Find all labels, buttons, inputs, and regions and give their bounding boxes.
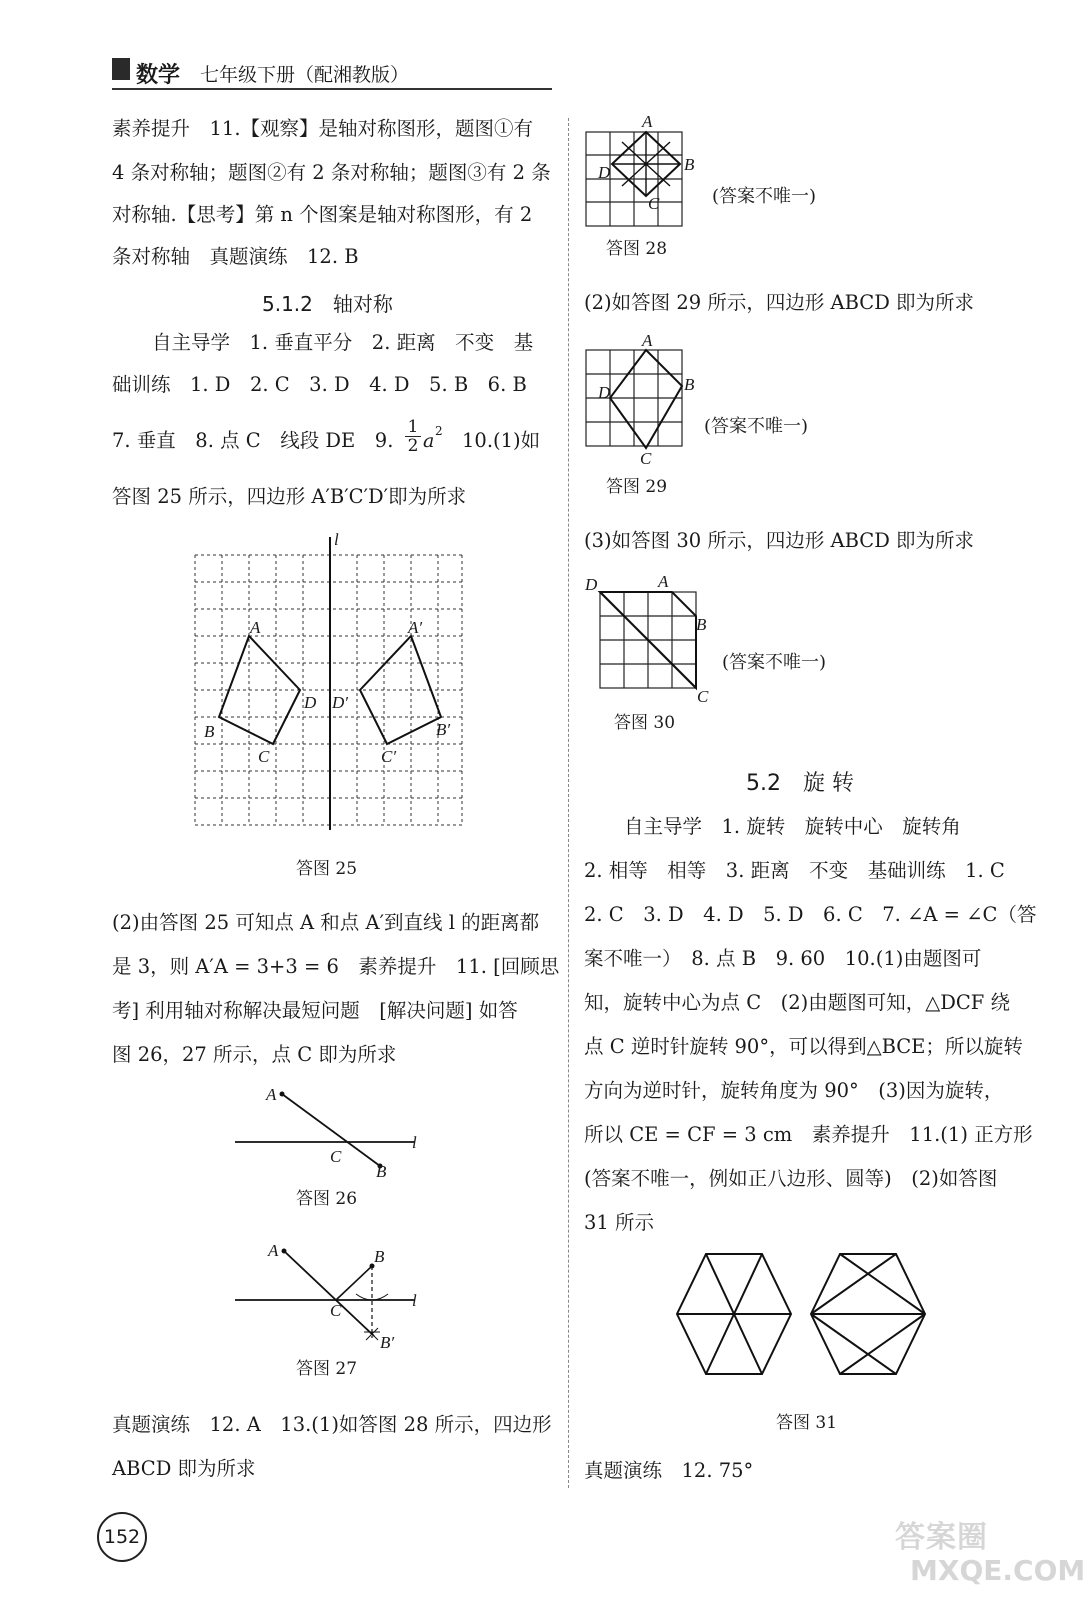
label-C: C: [640, 449, 652, 468]
caption-fig-26: 答图 26: [296, 1189, 358, 1209]
fraction: [405, 418, 421, 455]
text-line: 10.(1)如: [462, 429, 541, 452]
header-subject: 数学: [136, 63, 181, 88]
label-l: l: [334, 530, 339, 549]
label-D-prime: D′: [332, 693, 348, 712]
text-line: 是 3，则 A′A = 3+3 = 6 素养提升 11. [回顾思: [112, 955, 560, 978]
text-line: 考] 利用轴对称解决最短问题 [解决问题] 如答: [112, 999, 518, 1022]
hexagon-left-diagonals: [677, 1254, 791, 1374]
label-l: l: [412, 1291, 417, 1310]
point-A: [280, 1092, 285, 1097]
text-line: 素养提升 11.【观察】是轴对称图形，题图①有: [112, 117, 534, 140]
point-A: [282, 1249, 287, 1254]
caption-fig-27: 答图 27: [296, 1359, 358, 1379]
label-D: D: [304, 693, 317, 712]
text-line: 案不唯一） 8. 点 B 9. 60 10.(1)由题图可: [584, 947, 982, 970]
label-A: A: [642, 112, 653, 131]
text-line: 自主导学 1. 垂直平分 2. 距离 不变 基: [152, 331, 534, 354]
label-B-prime: B′: [436, 720, 451, 739]
label-C: C: [330, 1147, 342, 1166]
text-line: 31 所示: [584, 1211, 655, 1234]
label-B-prime: B′: [380, 1333, 395, 1352]
segment-AB-prime: [284, 1251, 374, 1336]
text-line: ABCD 即为所求: [112, 1457, 256, 1480]
section-heading-5-1-2: 5.1.2 轴对称: [262, 292, 393, 316]
fraction-numerator: 1: [407, 417, 419, 437]
header-grade: 七年级下册（配湘教版）: [200, 64, 410, 86]
caption-fig-30: 答图 30: [614, 713, 676, 733]
quadrilateral-ABCD: [610, 350, 682, 448]
text-line: 2. 相等 相等 3. 距离 不变 基础训练 1. C: [584, 859, 1005, 882]
text-line: 点 C 逆时针旋转 90°，可以得到△BCE；所以旋转: [584, 1035, 1023, 1058]
label-D: D: [598, 383, 611, 402]
label-C: C: [258, 747, 270, 766]
text-line: (2)如答图 29 所示，四边形 ABCD 即为所求: [584, 291, 975, 314]
text-line: 7. 垂直 8. 点 C 线段 DE 9.: [112, 429, 394, 452]
label-A: A: [268, 1241, 279, 1260]
text-line: 础训练 1. D 2. C 3. D 4. D 5. B 6. B: [112, 373, 527, 396]
page-number: 152: [97, 1512, 147, 1562]
label-B: B: [376, 1162, 387, 1180]
text-line: 真题演练 12. 75°: [584, 1459, 754, 1482]
fraction-exponent: 2: [435, 424, 443, 438]
text-line: 自主导学 1. 旋转 旋转中心 旋转角: [624, 815, 961, 838]
fraction-variable: a: [423, 430, 435, 452]
text-line: 4 条对称轴；题图②有 2 条对称轴；题图③有 2 条: [112, 161, 551, 184]
note-answer-not-unique: (答案不唯一): [704, 416, 809, 437]
label-A: A: [250, 618, 261, 637]
hexagon-right-diagonals: [811, 1254, 925, 1374]
caption-fig-31: 答图 31: [776, 1413, 838, 1433]
figure-28: [582, 112, 702, 232]
label-A-prime: A′: [408, 618, 423, 637]
note-answer-not-unique: (答案不唯一): [722, 652, 827, 673]
label-D: D: [598, 163, 611, 182]
figure-30: [582, 570, 722, 710]
label-C: C: [697, 687, 709, 706]
caption-fig-25: 答图 25: [296, 859, 358, 879]
label-C-prime: C′: [381, 747, 397, 766]
text-line: (答案不唯一，例如正八边形、圆等) (2)如答图: [584, 1167, 998, 1190]
note-answer-not-unique: (答案不唯一): [712, 186, 817, 207]
figure-26: [230, 1080, 430, 1180]
label-l: l: [412, 1133, 417, 1152]
label-D: D: [585, 575, 598, 594]
book-icon: [112, 58, 130, 80]
label-C: C: [330, 1301, 342, 1320]
text-line: 真题演练 12. A 13.(1)如答图 28 所示，四边形: [112, 1413, 552, 1436]
label-B: B: [684, 155, 695, 174]
figure-29: [582, 330, 702, 470]
label-A: A: [642, 331, 653, 350]
label-B: B: [374, 1247, 385, 1266]
text-line: 方向为逆时针，旋转角度为 90° (3)因为旋转，: [584, 1079, 1004, 1102]
segment-CB: [336, 1266, 372, 1300]
dashed-grid: [195, 555, 462, 825]
figure-31: [666, 1248, 936, 1388]
text-line: 所以 CE = CF = 3 cm 素养提升 11.(1) 正方形: [584, 1123, 1033, 1146]
text-line: (3)如答图 30 所示，四边形 ABCD 即为所求: [584, 529, 975, 552]
label-B: B: [696, 615, 707, 634]
text-line: 答图 25 所示，四边形 A′B′C′D′即为所求: [112, 485, 467, 508]
label-A: A: [658, 572, 669, 591]
label-B: B: [684, 375, 695, 394]
label-A: A: [266, 1085, 277, 1104]
column-divider: [568, 118, 569, 1488]
label-C: C: [648, 194, 660, 213]
inner-lines: [612, 132, 680, 196]
figure-25: [180, 525, 480, 835]
text-line: 知，旋转中心为点 C (2)由题图可知，△DCF 绕: [584, 991, 1011, 1014]
figure-27: [230, 1236, 430, 1356]
fraction-denominator: 2: [405, 436, 421, 455]
text-line: 2. C 3. D 4. D 5. D 6. C 7. ∠A = ∠C（答: [584, 903, 1037, 926]
text-line: 条对称轴 真题演练 12. B: [112, 245, 359, 268]
caption-fig-29: 答图 29: [606, 477, 668, 497]
header-rule: [112, 88, 552, 90]
watermark-logo: 答案圈: [895, 1520, 988, 1555]
text-line: 图 26，27 所示，点 C 即为所求: [112, 1043, 397, 1066]
label-B: B: [204, 722, 215, 741]
caption-fig-28: 答图 28: [606, 239, 668, 259]
text-line: (2)由答图 25 可知点 A 和点 A′到直线 l 的距离都: [112, 911, 540, 934]
watermark-url: MXQE.COM: [910, 1554, 1086, 1587]
section-heading-5-2: 5.2 旋 转: [746, 771, 854, 796]
text-line: 对称轴.【思考】第 n 个图案是轴对称图形，有 2: [112, 203, 533, 226]
